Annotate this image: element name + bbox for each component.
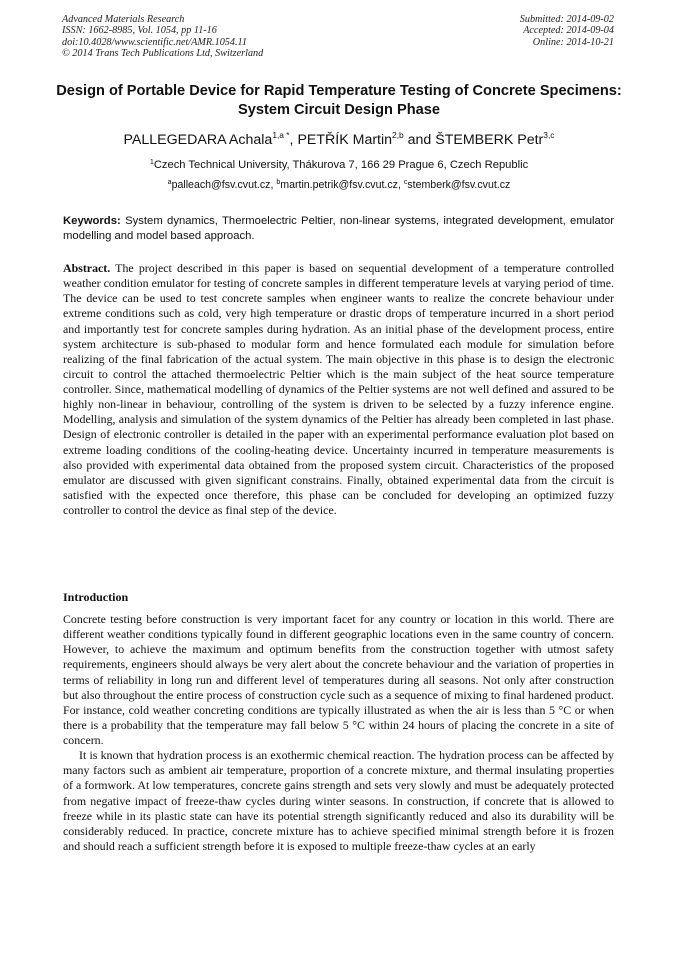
submitted-date: Submitted: 2014-09-02 [519,14,614,25]
email-superscript: a [167,179,172,186]
author-name: PETŘÍK Martin [297,132,393,148]
journal-name: Advanced Materials Research [62,14,185,25]
affiliation-superscript: 1 [149,157,154,166]
email-list [20,179,658,192]
email-superscript: c [403,179,408,186]
section-heading-introduction: Introduction [63,590,129,604]
email-separator: , [270,179,277,191]
abstract-label: Abstract. [63,261,111,275]
keywords-section [63,214,614,243]
author-name: PALLEGEDARA Achala [123,132,273,148]
copyright-line: © 2014 Trans Tech Publications Ltd, Switzerland [62,48,264,60]
author-separator: , [289,132,298,148]
keywords-label: Keywords: [63,215,121,227]
issn-line: ISSN: 1662-8985, Vol. 1054, pp 11-16 [62,25,217,37]
email-separator: , [397,179,404,191]
author-superscript: 1,a * [272,130,290,140]
paragraph: It is known that hydration process is an exothermic chemical reaction. The hydration process can be affected by many factors such as ambient air temperature, proportion of a concrete mixture, and thermal insulating properties of a formwork. At low temperatures, concrete gains strength and sets very slowly and must be adequately protected from negative impact of freeze-thaw cycles during winter seasons. In construction, if concrete that is allowed to freeze while in its plastic state can have its potential strength significantly reduced and also its durability will be considerably reduced. In practice, concrete mixture has to achieve specified minimal strength before it is frozen and should reach a sufficient strength before it is exposed to multiple freeze-thaw cycles at an early [63,748,614,853]
author-name: ŠTEMBERK Petr [435,132,544,148]
email-superscript: b [276,179,281,186]
author-superscript: 3,c [543,130,555,140]
email-address[interactable]: palleach@fsv.cvut.cz [171,179,271,191]
email-address[interactable]: martin.petrik@fsv.cvut.cz [280,179,398,191]
abstract-text: The project described in this paper is based on sequential development of a temperature controlled weather condition emulator for testing of concrete samples in different temperature levels at varying period of time. The device can be used to test concrete samples when engineer wants to realize the concrete behaviour under extreme conditions such as cold, very high temperature or drastic drops of temperature incurred in a short period and importantly test for concrete samples during hydration. As an initial phase of the development process, entire system architecture is sub-phased to modular form and hence formulated each module for simulation before realizing of the final fabrication of the actual system. The main objective in this phase is to design the electronic circuit to control the attached thermoelectric Peltier which is the main subject of the heat source temperature controller. Since, mathematical modelling of dynamics of the Peltier systems are not well defined and assured to be highly non-linear in behaviour, controlling of the system is driven to be selected by a fuzzy inference engine. Modelling, analysis and simulation of the system dynamics of the Peltier has already been completed in last phase. Design of electronic controller is detailed in the paper with an experimental performance evaluation plot based on extreme loading conditions of the cooling-heating device. Uncertainty incurred in temperature measurements is also provided with experimental data obtained from the proposed system circuit. Characteristics of the proposed emulator are discussed with given significant constrains. Finally, obtained experimental data from the circuit is satisfied with the expected once therefore, this phase can be concluded for developing an optimized fuzzy controller to control the device as final step of the device. [63,261,614,517]
accepted-date: Accepted: 2014-09-04 [523,25,614,37]
affiliation-text: Czech Technical University, Thákurova 7, 166 29 Prague 6, Czech Republic [153,159,529,171]
introduction-body [63,612,614,854]
affiliation [20,158,658,172]
email-address[interactable]: stemberk@fsv.cvut.cz [407,179,511,191]
author-separator: and [403,132,436,148]
doi-line: doi:10.4028/www.scientific.net/AMR.1054.11 [62,36,247,48]
abstract-section [63,261,614,518]
author-superscript: 2,b [392,130,404,140]
keywords-text: System dynamics, Thermoelectric Peltier, non-linear systems, integrated development, emulator modelling and model based approach. [63,215,614,242]
publication-dates [520,14,614,48]
paper-title: Design of Portable Device for Rapid Temperature Testing of Concrete Specimens: System Circuit Design Phase [56,83,622,118]
paragraph: Concrete testing before construction is very important facet for any country or location in this world. There are different weather conditions typically found in different geographic locations even in the same country of concern. However, to achieve the maximum and optimum benefits from the construction together with utmost safety requirements, engineers should always be very alert about the concrete behaviour and the variation of properties in terms of reliability in long run and different level of temperatures during all seasons. Not only after construction but also throughout the entire process of construction cycle such as a sequence of mixing to final hardened product. For instance, cold weather concreting conditions are typically illustrated as when the air is less than 5 °C or when there is a probability that the temperature may fall below 5 °C within 24 hours of placing the concrete in a site of concern. [63,612,614,747]
online-date: Online: 2014-10-21 [532,36,614,48]
journal-info [62,14,263,60]
author-list [20,131,658,149]
